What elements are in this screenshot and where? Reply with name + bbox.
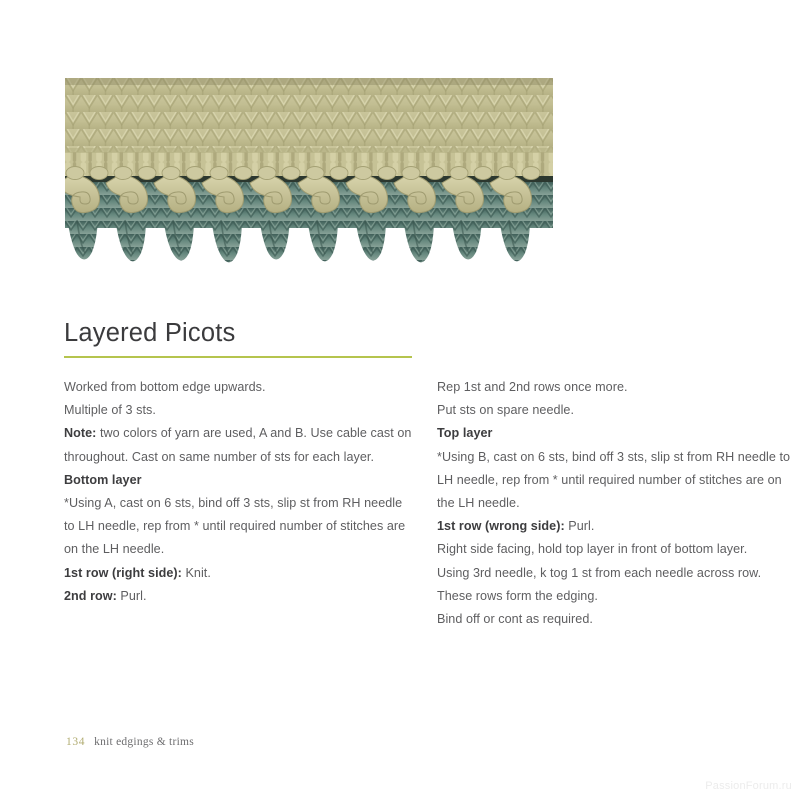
- intro-line-1: Worked from bottom edge upwards.: [64, 380, 266, 394]
- rep-rows-line: Rep 1st and 2nd rows once more.: [437, 380, 628, 394]
- row-2-label: 2nd row:: [64, 588, 117, 603]
- closing-line-2: Using 3rd needle, k tog 1 st from each needle across row.: [437, 565, 762, 580]
- title-underline-rule: [64, 356, 412, 358]
- top-layer-heading: Top layer: [437, 426, 493, 441]
- bottom-layer-instructions: *Using A, cast on 6 sts, bind off 3 sts, slip st from RH needle to LH needle, rep from * until required number of stitches are on the LH needle.: [64, 496, 406, 557]
- instructions-column-left: [64, 376, 416, 608]
- site-watermark: PassionForum.ru: [705, 780, 792, 792]
- footer-book-title: knit edgings & trims: [94, 736, 194, 748]
- knitted-swatch-image: [65, 78, 553, 284]
- swatch-illustration: [65, 78, 553, 284]
- top-layer-instructions: *Using B, cast on 6 sts, bind off 3 sts, slip st from RH needle to LH needle, rep from * until required number of stitches are on the LH needle.: [437, 449, 791, 511]
- note-paragraph: [64, 422, 416, 468]
- intro-line-2: Multiple of 3 sts.: [64, 403, 156, 418]
- row-1-text: Purl.: [564, 519, 595, 534]
- footer-page-number: 134: [66, 736, 86, 748]
- bottom-layer-row-2: [64, 585, 416, 608]
- closing-line-1: Right side facing, hold top layer in front of bottom layer.: [437, 542, 748, 557]
- bottom-layer-row-1: [64, 562, 416, 585]
- note-text: two colors of yarn are used, A and B. Use cable cast on throughout. Cast on same number of sts for each layer.: [64, 426, 412, 464]
- page-footer: [66, 736, 194, 748]
- row-1-label: 1st row (right side):: [64, 565, 182, 580]
- top-layer-row-1: [437, 515, 797, 538]
- closing-line-4: Bind off or cont as required.: [437, 612, 593, 627]
- bottom-layer-heading: Bottom layer: [64, 472, 142, 487]
- page-title: Layered Picots: [64, 319, 236, 347]
- row-2-text: Purl.: [116, 588, 147, 603]
- spare-needle-line: Put sts on spare needle.: [437, 403, 575, 418]
- instructions-column-right: [437, 376, 797, 631]
- beige-fabric-body: [65, 78, 553, 180]
- closing-line-3: These rows form the edging.: [437, 588, 598, 603]
- row-1-label: 1st row (wrong side):: [437, 519, 565, 534]
- row-1-text: Knit.: [181, 565, 211, 580]
- note-label: Note:: [64, 426, 97, 441]
